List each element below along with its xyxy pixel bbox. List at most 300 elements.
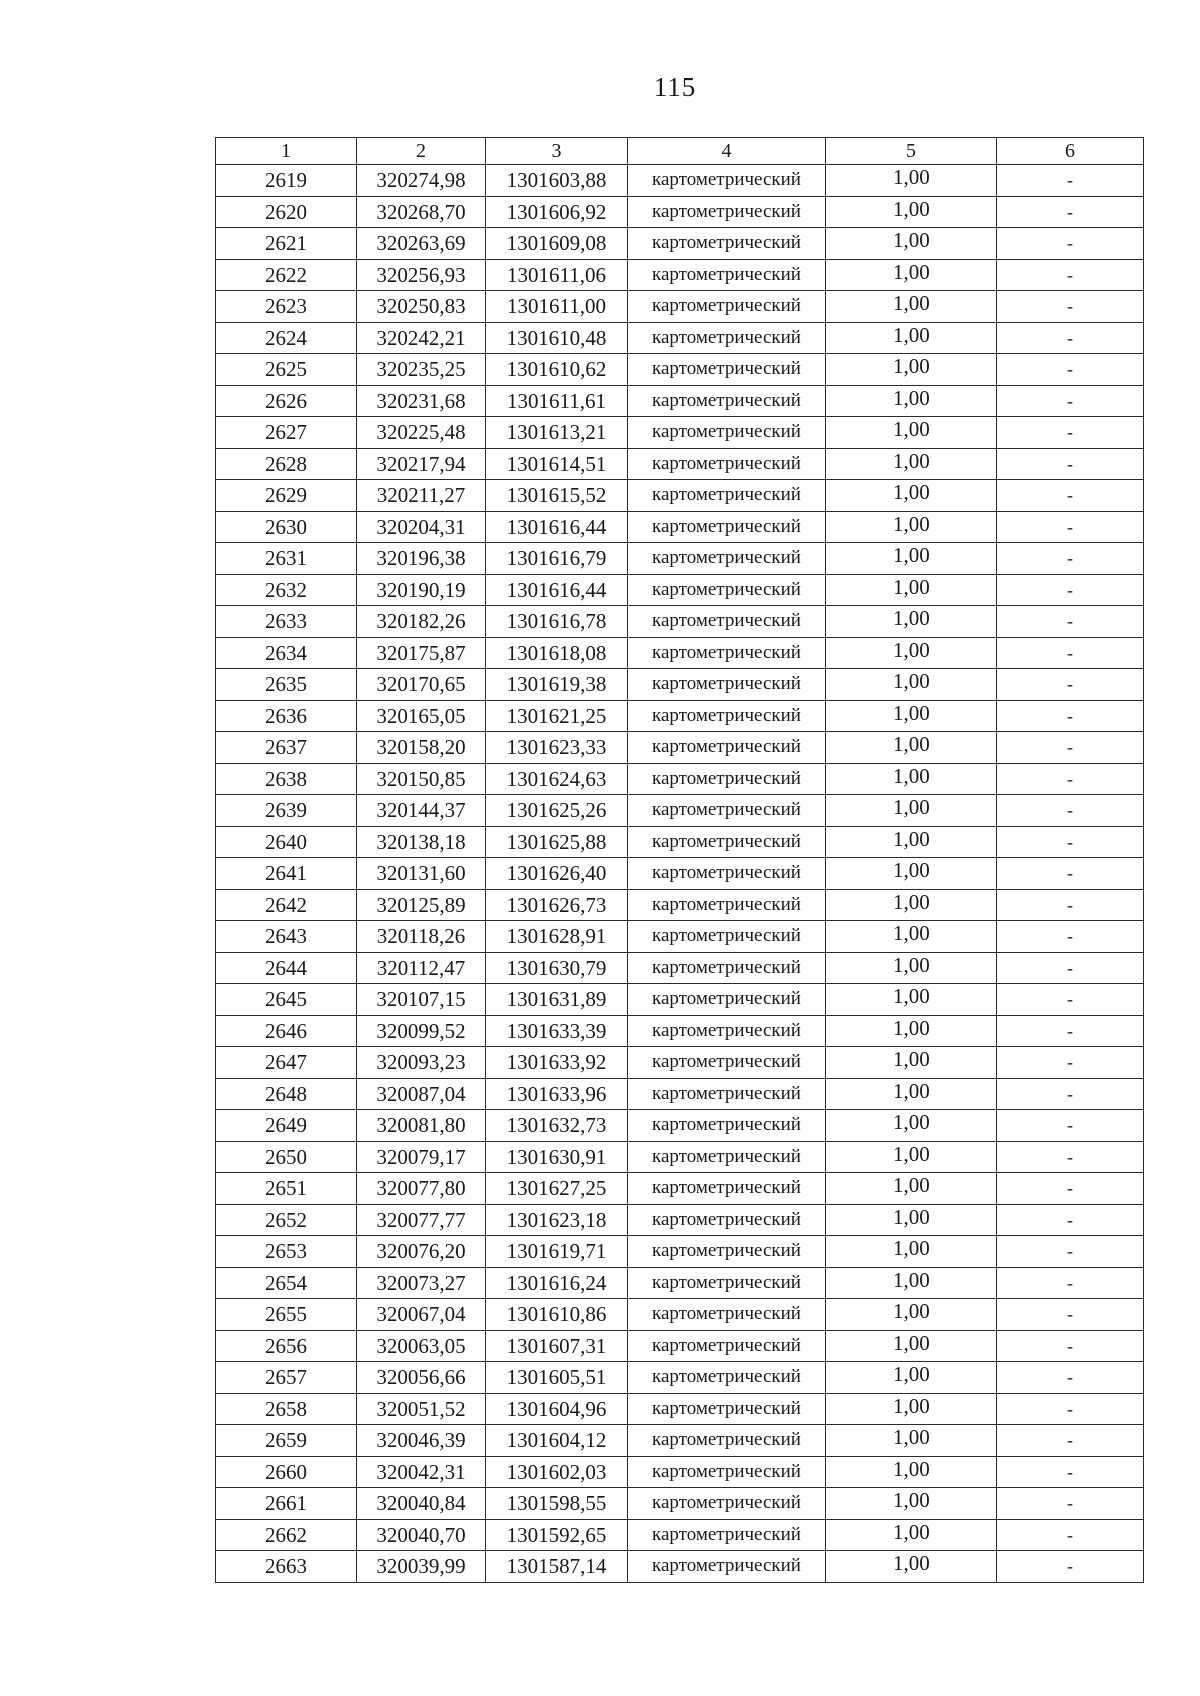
method-cell: картометрический <box>628 196 826 228</box>
table-row <box>216 1141 1144 1173</box>
table-row <box>216 228 1144 260</box>
note-cell: - <box>997 984 1144 1016</box>
point-number-cell: 2644 <box>216 952 357 984</box>
point-number-cell: 2632 <box>216 574 357 606</box>
method-cell: картометрический <box>628 1173 826 1205</box>
table-row <box>216 1015 1144 1047</box>
y-coordinate-cell: 1301603,88 <box>486 165 628 197</box>
note-cell: - <box>997 511 1144 543</box>
y-coordinate-cell: 1301605,51 <box>486 1362 628 1394</box>
y-coordinate-cell: 1301632,73 <box>486 1110 628 1142</box>
table-body <box>216 165 1144 1583</box>
accuracy-cell: 1,00 <box>826 1047 997 1079</box>
method-cell: картометрический <box>628 511 826 543</box>
note-cell: - <box>997 763 1144 795</box>
x-coordinate-cell: 320112,47 <box>357 952 486 984</box>
column-header: 3 <box>486 138 628 165</box>
x-coordinate-cell: 320231,68 <box>357 385 486 417</box>
method-cell: картометрический <box>628 480 826 512</box>
point-number-cell: 2658 <box>216 1393 357 1425</box>
x-coordinate-cell: 320107,15 <box>357 984 486 1016</box>
note-cell: - <box>997 165 1144 197</box>
method-cell: картометрический <box>628 763 826 795</box>
point-number-cell: 2641 <box>216 858 357 890</box>
method-cell: картометрический <box>628 637 826 669</box>
method-cell: картометрический <box>628 1393 826 1425</box>
method-cell: картометрический <box>628 984 826 1016</box>
x-coordinate-cell: 320046,39 <box>357 1425 486 1457</box>
y-coordinate-cell: 1301621,25 <box>486 700 628 732</box>
y-coordinate-cell: 1301614,51 <box>486 448 628 480</box>
column-header: 6 <box>997 138 1144 165</box>
y-coordinate-cell: 1301633,96 <box>486 1078 628 1110</box>
accuracy-cell: 1,00 <box>826 511 997 543</box>
note-cell: - <box>997 196 1144 228</box>
note-cell: - <box>997 1362 1144 1394</box>
x-coordinate-cell: 320211,27 <box>357 480 486 512</box>
accuracy-cell: 1,00 <box>826 228 997 260</box>
table-row <box>216 1110 1144 1142</box>
point-number-cell: 2654 <box>216 1267 357 1299</box>
x-coordinate-cell: 320040,84 <box>357 1488 486 1520</box>
y-coordinate-cell: 1301587,14 <box>486 1551 628 1583</box>
method-cell: картометрический <box>628 417 826 449</box>
table-row <box>216 196 1144 228</box>
method-cell: картометрический <box>628 1299 826 1331</box>
accuracy-cell: 1,00 <box>826 732 997 764</box>
method-cell: картометрический <box>628 385 826 417</box>
y-coordinate-cell: 1301619,71 <box>486 1236 628 1268</box>
x-coordinate-cell: 320182,26 <box>357 606 486 638</box>
x-coordinate-cell: 320196,38 <box>357 543 486 575</box>
note-cell: - <box>997 385 1144 417</box>
note-cell: - <box>997 1456 1144 1488</box>
method-cell: картометрический <box>628 1141 826 1173</box>
x-coordinate-cell: 320242,21 <box>357 322 486 354</box>
method-cell: картометрический <box>628 1204 826 1236</box>
x-coordinate-cell: 320040,70 <box>357 1519 486 1551</box>
accuracy-cell: 1,00 <box>826 1110 997 1142</box>
y-coordinate-cell: 1301613,21 <box>486 417 628 449</box>
note-cell: - <box>997 921 1144 953</box>
accuracy-cell: 1,00 <box>826 1519 997 1551</box>
method-cell: картометрический <box>628 795 826 827</box>
accuracy-cell: 1,00 <box>826 1299 997 1331</box>
y-coordinate-cell: 1301631,89 <box>486 984 628 1016</box>
table-row <box>216 826 1144 858</box>
accuracy-cell: 1,00 <box>826 1425 997 1457</box>
accuracy-cell: 1,00 <box>826 889 997 921</box>
point-number-cell: 2662 <box>216 1519 357 1551</box>
accuracy-cell: 1,00 <box>826 291 997 323</box>
accuracy-cell: 1,00 <box>826 417 997 449</box>
note-cell: - <box>997 1267 1144 1299</box>
x-coordinate-cell: 320051,52 <box>357 1393 486 1425</box>
y-coordinate-cell: 1301630,79 <box>486 952 628 984</box>
note-cell: - <box>997 1236 1144 1268</box>
note-cell: - <box>997 259 1144 291</box>
x-coordinate-cell: 320125,89 <box>357 889 486 921</box>
accuracy-cell: 1,00 <box>826 1488 997 1520</box>
note-cell: - <box>997 1425 1144 1457</box>
table-row <box>216 1267 1144 1299</box>
y-coordinate-cell: 1301592,65 <box>486 1519 628 1551</box>
point-number-cell: 2619 <box>216 165 357 197</box>
table-row <box>216 1456 1144 1488</box>
x-coordinate-cell: 320268,70 <box>357 196 486 228</box>
column-header: 2 <box>357 138 486 165</box>
table-row <box>216 1236 1144 1268</box>
x-coordinate-cell: 320131,60 <box>357 858 486 890</box>
table-row <box>216 385 1144 417</box>
table-row <box>216 795 1144 827</box>
point-number-cell: 2625 <box>216 354 357 386</box>
method-cell: картометрический <box>628 1456 826 1488</box>
x-coordinate-cell: 320073,27 <box>357 1267 486 1299</box>
accuracy-cell: 1,00 <box>826 1267 997 1299</box>
y-coordinate-cell: 1301616,24 <box>486 1267 628 1299</box>
table-row <box>216 259 1144 291</box>
method-cell: картометрический <box>628 1425 826 1457</box>
accuracy-cell: 1,00 <box>826 1015 997 1047</box>
y-coordinate-cell: 1301616,79 <box>486 543 628 575</box>
note-cell: - <box>997 417 1144 449</box>
note-cell: - <box>997 1393 1144 1425</box>
note-cell: - <box>997 1173 1144 1205</box>
table-row <box>216 480 1144 512</box>
table-row <box>216 1488 1144 1520</box>
x-coordinate-cell: 320225,48 <box>357 417 486 449</box>
method-cell: картометрический <box>628 952 826 984</box>
point-number-cell: 2649 <box>216 1110 357 1142</box>
x-coordinate-cell: 320217,94 <box>357 448 486 480</box>
method-cell: картометрический <box>628 1236 826 1268</box>
table-row <box>216 1299 1144 1331</box>
header-row <box>216 138 1144 165</box>
accuracy-cell: 1,00 <box>826 637 997 669</box>
table-row <box>216 574 1144 606</box>
y-coordinate-cell: 1301609,08 <box>486 228 628 260</box>
accuracy-cell: 1,00 <box>826 984 997 1016</box>
y-coordinate-cell: 1301611,06 <box>486 259 628 291</box>
x-coordinate-cell: 320063,05 <box>357 1330 486 1362</box>
point-number-cell: 2620 <box>216 196 357 228</box>
accuracy-cell: 1,00 <box>826 1456 997 1488</box>
accuracy-cell: 1,00 <box>826 385 997 417</box>
table-row <box>216 1551 1144 1583</box>
point-number-cell: 2647 <box>216 1047 357 1079</box>
x-coordinate-cell: 320081,80 <box>357 1110 486 1142</box>
method-cell: картометрический <box>628 858 826 890</box>
accuracy-cell: 1,00 <box>826 1330 997 1362</box>
note-cell: - <box>997 1204 1144 1236</box>
note-cell: - <box>997 826 1144 858</box>
accuracy-cell: 1,00 <box>826 574 997 606</box>
y-coordinate-cell: 1301619,38 <box>486 669 628 701</box>
column-header: 1 <box>216 138 357 165</box>
y-coordinate-cell: 1301625,26 <box>486 795 628 827</box>
method-cell: картометрический <box>628 165 826 197</box>
note-cell: - <box>997 669 1144 701</box>
y-coordinate-cell: 1301633,39 <box>486 1015 628 1047</box>
note-cell: - <box>997 606 1144 638</box>
note-cell: - <box>997 1047 1144 1079</box>
point-number-cell: 2627 <box>216 417 357 449</box>
table-row <box>216 858 1144 890</box>
table-row <box>216 354 1144 386</box>
x-coordinate-cell: 320175,87 <box>357 637 486 669</box>
method-cell: картометрический <box>628 1267 826 1299</box>
y-coordinate-cell: 1301624,63 <box>486 763 628 795</box>
y-coordinate-cell: 1301628,91 <box>486 921 628 953</box>
x-coordinate-cell: 320158,20 <box>357 732 486 764</box>
x-coordinate-cell: 320138,18 <box>357 826 486 858</box>
accuracy-cell: 1,00 <box>826 165 997 197</box>
table-row <box>216 543 1144 575</box>
accuracy-cell: 1,00 <box>826 826 997 858</box>
method-cell: картометрический <box>628 448 826 480</box>
point-number-cell: 2622 <box>216 259 357 291</box>
accuracy-cell: 1,00 <box>826 669 997 701</box>
method-cell: картометрический <box>628 259 826 291</box>
table-row <box>216 1078 1144 1110</box>
note-cell: - <box>997 795 1144 827</box>
x-coordinate-cell: 320144,37 <box>357 795 486 827</box>
point-number-cell: 2629 <box>216 480 357 512</box>
table-row <box>216 448 1144 480</box>
x-coordinate-cell: 320067,04 <box>357 1299 486 1331</box>
point-number-cell: 2624 <box>216 322 357 354</box>
x-coordinate-cell: 320076,20 <box>357 1236 486 1268</box>
y-coordinate-cell: 1301616,78 <box>486 606 628 638</box>
accuracy-cell: 1,00 <box>826 196 997 228</box>
method-cell: картометрический <box>628 354 826 386</box>
accuracy-cell: 1,00 <box>826 354 997 386</box>
y-coordinate-cell: 1301633,92 <box>486 1047 628 1079</box>
note-cell: - <box>997 291 1144 323</box>
accuracy-cell: 1,00 <box>826 1141 997 1173</box>
point-number-cell: 2651 <box>216 1173 357 1205</box>
accuracy-cell: 1,00 <box>826 480 997 512</box>
method-cell: картометрический <box>628 1519 826 1551</box>
x-coordinate-cell: 320274,98 <box>357 165 486 197</box>
table-row <box>216 1330 1144 1362</box>
point-number-cell: 2650 <box>216 1141 357 1173</box>
point-number-cell: 2648 <box>216 1078 357 1110</box>
note-cell: - <box>997 1078 1144 1110</box>
method-cell: картометрический <box>628 921 826 953</box>
x-coordinate-cell: 320039,99 <box>357 1551 486 1583</box>
accuracy-cell: 1,00 <box>826 543 997 575</box>
x-coordinate-cell: 320087,04 <box>357 1078 486 1110</box>
point-number-cell: 2660 <box>216 1456 357 1488</box>
method-cell: картометрический <box>628 1015 826 1047</box>
table-row <box>216 322 1144 354</box>
point-number-cell: 2646 <box>216 1015 357 1047</box>
note-cell: - <box>997 1015 1144 1047</box>
accuracy-cell: 1,00 <box>826 1236 997 1268</box>
y-coordinate-cell: 1301604,12 <box>486 1425 628 1457</box>
accuracy-cell: 1,00 <box>826 448 997 480</box>
table-header <box>216 138 1144 165</box>
y-coordinate-cell: 1301627,25 <box>486 1173 628 1205</box>
table-row <box>216 417 1144 449</box>
point-number-cell: 2635 <box>216 669 357 701</box>
note-cell: - <box>997 952 1144 984</box>
note-cell: - <box>997 1141 1144 1173</box>
note-cell: - <box>997 354 1144 386</box>
table-row <box>216 669 1144 701</box>
x-coordinate-cell: 320263,69 <box>357 228 486 260</box>
note-cell: - <box>997 480 1144 512</box>
accuracy-cell: 1,00 <box>826 1393 997 1425</box>
note-cell: - <box>997 1551 1144 1583</box>
x-coordinate-cell: 320118,26 <box>357 921 486 953</box>
point-number-cell: 2640 <box>216 826 357 858</box>
accuracy-cell: 1,00 <box>826 700 997 732</box>
accuracy-cell: 1,00 <box>826 858 997 890</box>
method-cell: картометрический <box>628 1488 826 1520</box>
x-coordinate-cell: 320099,52 <box>357 1015 486 1047</box>
x-coordinate-cell: 320150,85 <box>357 763 486 795</box>
point-number-cell: 2639 <box>216 795 357 827</box>
accuracy-cell: 1,00 <box>826 795 997 827</box>
method-cell: картометрический <box>628 700 826 732</box>
y-coordinate-cell: 1301616,44 <box>486 574 628 606</box>
point-number-cell: 2663 <box>216 1551 357 1583</box>
column-header: 4 <box>628 138 826 165</box>
x-coordinate-cell: 320235,25 <box>357 354 486 386</box>
table-row <box>216 889 1144 921</box>
accuracy-cell: 1,00 <box>826 606 997 638</box>
accuracy-cell: 1,00 <box>826 763 997 795</box>
y-coordinate-cell: 1301618,08 <box>486 637 628 669</box>
method-cell: картометрический <box>628 606 826 638</box>
note-cell: - <box>997 574 1144 606</box>
table-row <box>216 1047 1144 1079</box>
x-coordinate-cell: 320093,23 <box>357 1047 486 1079</box>
x-coordinate-cell: 320170,65 <box>357 669 486 701</box>
point-number-cell: 2653 <box>216 1236 357 1268</box>
point-number-cell: 2630 <box>216 511 357 543</box>
table-row <box>216 1519 1144 1551</box>
note-cell: - <box>997 1330 1144 1362</box>
note-cell: - <box>997 732 1144 764</box>
method-cell: картометрический <box>628 1362 826 1394</box>
note-cell: - <box>997 322 1144 354</box>
column-header: 5 <box>826 138 997 165</box>
note-cell: - <box>997 858 1144 890</box>
x-coordinate-cell: 320079,17 <box>357 1141 486 1173</box>
accuracy-cell: 1,00 <box>826 1551 997 1583</box>
method-cell: картометрический <box>628 1047 826 1079</box>
accuracy-cell: 1,00 <box>826 921 997 953</box>
method-cell: картометрический <box>628 732 826 764</box>
x-coordinate-cell: 320165,05 <box>357 700 486 732</box>
method-cell: картометрический <box>628 889 826 921</box>
x-coordinate-cell: 320077,77 <box>357 1204 486 1236</box>
accuracy-cell: 1,00 <box>826 1078 997 1110</box>
method-cell: картометрический <box>628 228 826 260</box>
point-number-cell: 2626 <box>216 385 357 417</box>
y-coordinate-cell: 1301615,52 <box>486 480 628 512</box>
point-number-cell: 2636 <box>216 700 357 732</box>
note-cell: - <box>997 1299 1144 1331</box>
point-number-cell: 2645 <box>216 984 357 1016</box>
point-number-cell: 2634 <box>216 637 357 669</box>
accuracy-cell: 1,00 <box>826 322 997 354</box>
point-number-cell: 2655 <box>216 1299 357 1331</box>
y-coordinate-cell: 1301611,00 <box>486 291 628 323</box>
accuracy-cell: 1,00 <box>826 259 997 291</box>
note-cell: - <box>997 637 1144 669</box>
table-row <box>216 1173 1144 1205</box>
page-number: 115 <box>653 72 697 102</box>
table-row <box>216 732 1144 764</box>
y-coordinate-cell: 1301626,73 <box>486 889 628 921</box>
table-row <box>216 1362 1144 1394</box>
point-number-cell: 2628 <box>216 448 357 480</box>
note-cell: - <box>997 1110 1144 1142</box>
point-number-cell: 2659 <box>216 1425 357 1457</box>
y-coordinate-cell: 1301610,48 <box>486 322 628 354</box>
point-number-cell: 2623 <box>216 291 357 323</box>
y-coordinate-cell: 1301604,96 <box>486 1393 628 1425</box>
x-coordinate-cell: 320056,66 <box>357 1362 486 1394</box>
x-coordinate-cell: 320204,31 <box>357 511 486 543</box>
method-cell: картометрический <box>628 1110 826 1142</box>
method-cell: картометрический <box>628 826 826 858</box>
accuracy-cell: 1,00 <box>826 952 997 984</box>
table-row <box>216 1393 1144 1425</box>
table-row <box>216 952 1144 984</box>
method-cell: картометрический <box>628 291 826 323</box>
method-cell: картометрический <box>628 322 826 354</box>
table-row <box>216 1204 1144 1236</box>
x-coordinate-cell: 320077,80 <box>357 1173 486 1205</box>
x-coordinate-cell: 320250,83 <box>357 291 486 323</box>
point-number-cell: 2643 <box>216 921 357 953</box>
y-coordinate-cell: 1301607,31 <box>486 1330 628 1362</box>
accuracy-cell: 1,00 <box>826 1204 997 1236</box>
point-number-cell: 2633 <box>216 606 357 638</box>
method-cell: картометрический <box>628 1551 826 1583</box>
y-coordinate-cell: 1301611,61 <box>486 385 628 417</box>
point-number-cell: 2637 <box>216 732 357 764</box>
point-number-cell: 2621 <box>216 228 357 260</box>
point-number-cell: 2656 <box>216 1330 357 1362</box>
table-row <box>216 165 1144 197</box>
x-coordinate-cell: 320042,31 <box>357 1456 486 1488</box>
y-coordinate-cell: 1301610,86 <box>486 1299 628 1331</box>
note-cell: - <box>997 700 1144 732</box>
point-number-cell: 2631 <box>216 543 357 575</box>
accuracy-cell: 1,00 <box>826 1173 997 1205</box>
method-cell: картометрический <box>628 669 826 701</box>
point-number-cell: 2657 <box>216 1362 357 1394</box>
table-row <box>216 637 1144 669</box>
method-cell: картометрический <box>628 543 826 575</box>
table-row <box>216 606 1144 638</box>
y-coordinate-cell: 1301623,33 <box>486 732 628 764</box>
y-coordinate-cell: 1301626,40 <box>486 858 628 890</box>
table-row <box>216 511 1144 543</box>
note-cell: - <box>997 228 1144 260</box>
method-cell: картометрический <box>628 1330 826 1362</box>
y-coordinate-cell: 1301606,92 <box>486 196 628 228</box>
table-row <box>216 984 1144 1016</box>
y-coordinate-cell: 1301625,88 <box>486 826 628 858</box>
